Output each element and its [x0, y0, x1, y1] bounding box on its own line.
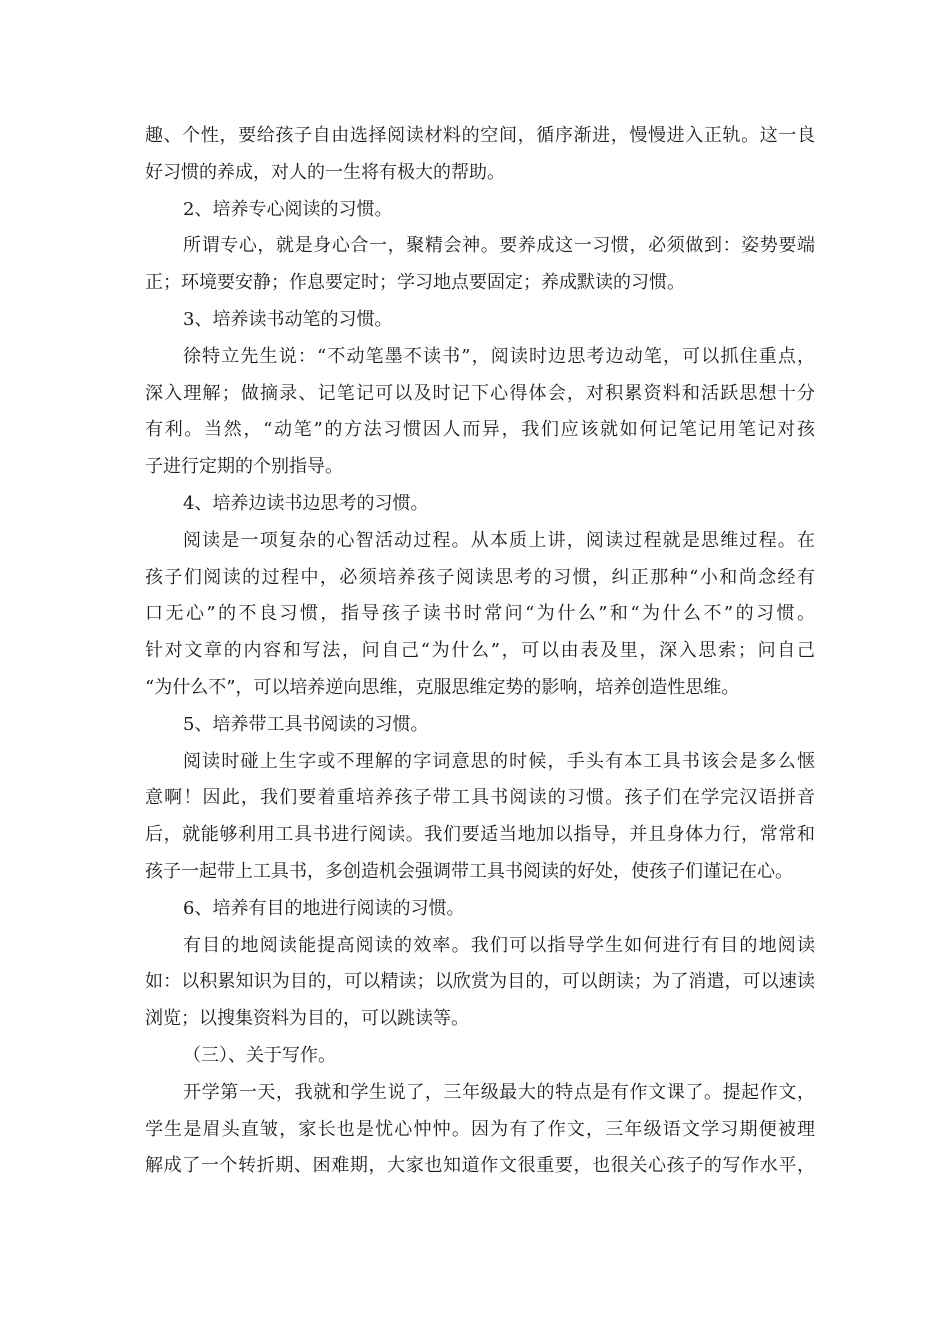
- text-line: “为什么不”，可以培养逆向思维，克服思维定势的影响，培养创造性思维。: [145, 676, 740, 698]
- text-line: （三）、关于写作。: [183, 1044, 336, 1066]
- text-line: 阅读时碰上生字或不理解的字词意思的时候，手头有本工具书该会是多么惬: [183, 750, 815, 772]
- text-line: 徐特立先生说：“不动笔墨不读书”，阅读时边思考边动笔，可以抓住重点，: [183, 345, 815, 367]
- text-line: 如：以积累知识为目的，可以精读；以欣赏为目的，可以朗读；为了消遣，可以速读: [145, 971, 815, 993]
- text-line: 子进行定期的个别指导。: [145, 456, 343, 478]
- text-line: 浏览；以搜集资料为目的，可以跳读等。: [145, 1008, 469, 1030]
- text-line: 学生是眉头直皱，家长也是忧心忡忡。因为有了作文，三年级语文学习期便被理: [145, 1118, 815, 1140]
- text-line: 有目的地阅读能提高阅读的效率。我们可以指导学生如何进行有目的地阅读: [183, 934, 815, 956]
- document-body: [145, 118, 815, 1185]
- text-line: 后，就能够利用工具书进行阅读。我们要适当地加以指导，并且身体力行，常常和: [145, 824, 815, 846]
- text-line: 趣、个性，要给孩子自由选择阅读材料的空间，循序渐进，慢慢进入正轨。这一良: [145, 125, 815, 146]
- text-line: 解成了一个转折期、困难期，大家也知道作文很重要，也很关心孩子的写作水平，: [145, 1155, 815, 1177]
- text-line: 意啊！因此，我们要着重培养孩子带工具书阅读的习惯。孩子们在学完汉语拼音: [145, 787, 815, 809]
- text-line: 所谓专心，就是身心合一，聚精会神。要养成这一习惯，必须做到：姿势要端: [183, 235, 815, 257]
- text-line: 有利。当然，“动笔”的方法习惯因人而异，我们应该就如何记笔记用笔记对孩: [145, 419, 815, 441]
- text-line: 3、培养读书动笔的习惯。: [183, 308, 393, 330]
- text-line: 开学第一天，我就和学生说了，三年级最大的特点是有作文课了。提起作文，: [183, 1081, 815, 1103]
- text-line: 正；环境要安静；作息要定时；学习地点要固定；养成默读的习惯。: [145, 272, 685, 294]
- text-line: 孩子一起带上工具书，多创造机会强调带工具书阅读的好处，使孩子们谨记在心。: [145, 860, 793, 882]
- text-line: 5、培养带工具书阅读的习惯。: [183, 713, 429, 735]
- text-line: 针对文章的内容和写法，问自己“为什么”，可以由表及里，深入思索；问自己: [145, 640, 815, 662]
- text-line: 好习惯的养成，对人的一生将有极大的帮助。: [145, 161, 505, 183]
- text-line: 4、培养边读书边思考的习惯。: [183, 492, 429, 514]
- text-line: 深入理解；做摘录、记笔记可以及时记下心得体会，对积累资料和活跃思想十分: [145, 382, 815, 404]
- text-line: 6、培养有目的地进行阅读的习惯。: [183, 897, 465, 919]
- text-line: 2、培养专心阅读的习惯。: [183, 198, 393, 220]
- text-line: 孩子们阅读的过程中，必须培养孩子阅读思考的习惯，纠正那种“小和尚念经有: [145, 566, 815, 588]
- text-line: 口无心”的不良习惯，指导孩子读书时常问“为什么”和“为什么不”的习惯。: [145, 603, 815, 625]
- text-line: 阅读是一项复杂的心智活动过程。从本质上讲，阅读过程就是思维过程。在: [183, 529, 815, 551]
